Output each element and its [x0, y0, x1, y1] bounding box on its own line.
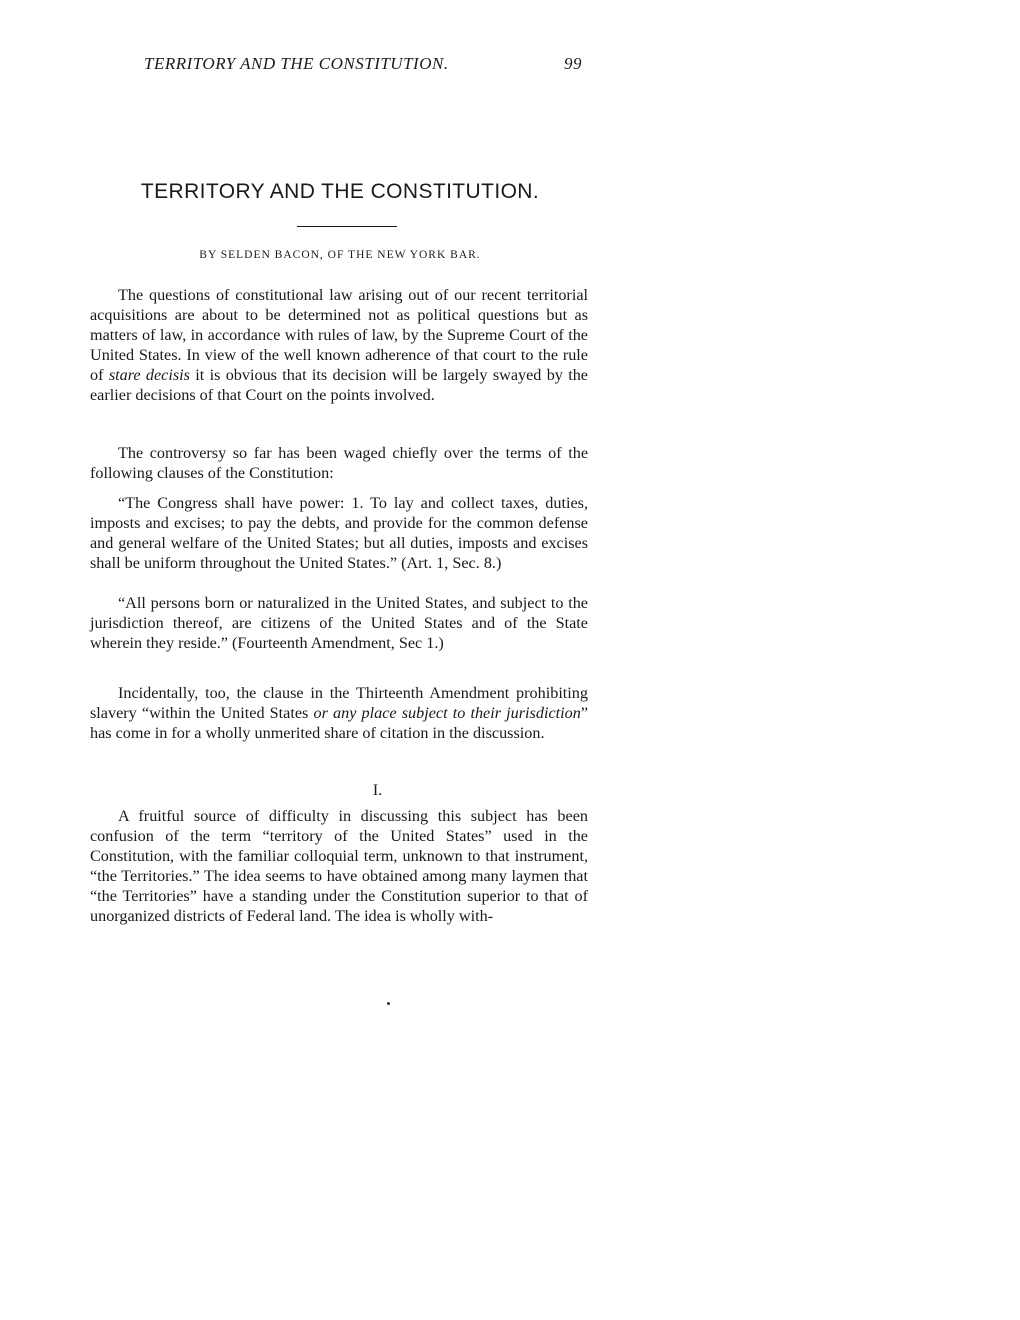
thirteenth-italic-phrase: or any place subject to their jurisdiction	[313, 704, 581, 723]
stare-decisis-term: stare decisis	[108, 366, 190, 385]
title-divider	[297, 226, 397, 227]
paragraph-intro-tail: it is obvious that its decision will be largely swayed by the earlier decisions of that Court on the points involved.	[90, 366, 588, 405]
thirteenth-text-start: Incidentally, too, the clause in the Thirteenth Amendment prohibiting slavery “within the United States	[90, 684, 588, 723]
section-heading: I.	[372, 782, 383, 799]
quote-fourteenth-amendment: “All persons born or naturalized in the United States, and subject to the jurisdiction thereof, are citizens of the United States and of the State wherein they reside.” (Fourteenth Amendment, Sec 1.)	[90, 594, 588, 653]
running-head-title: TERRITORY AND THE CONSTITUTION.	[144, 54, 449, 73]
paragraph-intro-text: The questions of constitutional law arising out of our recent territorial acquisitions are about to be determined not as political questions but as matters of law, in accordance with rules of law, by the Supreme Court of the United States. In view of the well known adherence of that court to the rule of	[90, 286, 588, 385]
print-mark	[387, 1002, 390, 1005]
running-head	[120, 54, 600, 78]
paragraph-intro	[90, 285, 588, 406]
thirteenth-text-end: ” has come in for a wholly unmerited share of citation in the discussion.	[90, 704, 588, 743]
article-title: TERRITORY AND THE CONSTITUTION.	[140, 180, 540, 203]
author-byline: BY SELDEN BACON, OF THE NEW YORK BAR.	[199, 249, 481, 261]
quote-article-one: “The Congress shall have power: 1. To lay and collect taxes, duties, imposts and excises; to pay the debts, and provide for the common defense and general welfare of the United States; but all duties, imposts and excises shall be uniform throughout the United States.” (Art. 1, Sec. 8.)	[90, 494, 588, 573]
page-number: 99	[564, 54, 582, 73]
paragraph-territories: A fruitful source of difficulty in discussing this subject has been confusion of the term “territory of the United States” used in the Constitution, with the familiar colloquial term, unknown to that instrument, “the Territories.” The idea seems to have obtained among many laymen that “the Territories” have a standing under the Constitution superior to that of unorganized districts of Federal land. The idea is wholly with-	[90, 807, 588, 926]
paragraph-controversy: The controversy so far has been waged chiefly over the terms of the following clauses of the Constitution:	[90, 444, 588, 483]
paragraph-thirteenth-amendment	[90, 683, 588, 743]
